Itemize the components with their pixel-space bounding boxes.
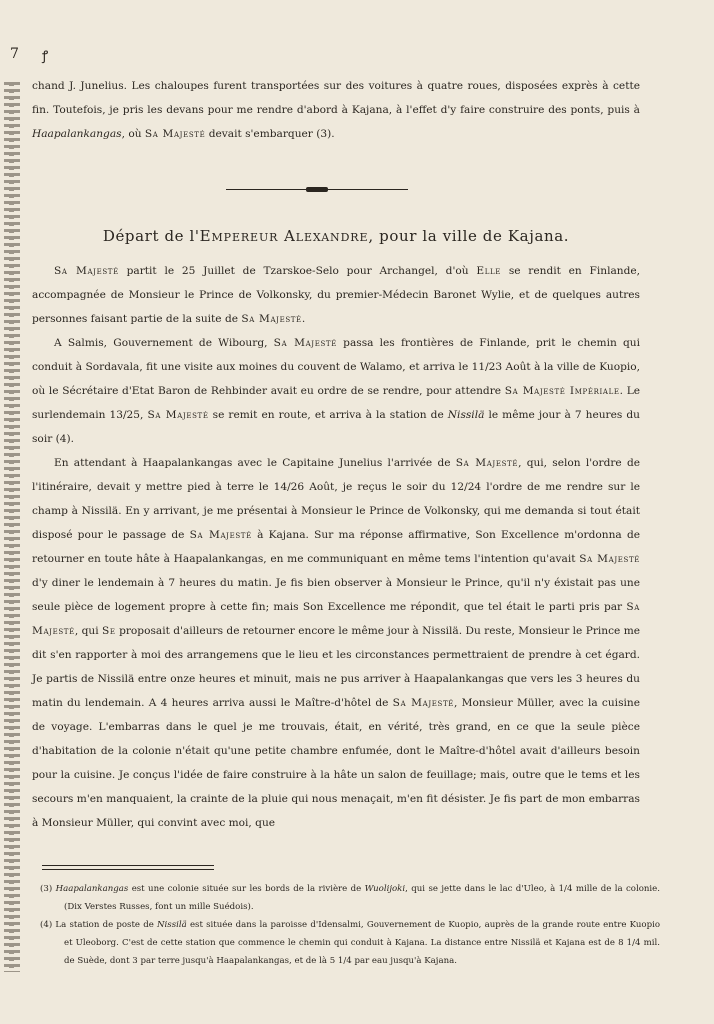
- sa-majeste: Sa Majesté: [147, 409, 209, 421]
- sa-majeste: Sa Majesté: [189, 529, 252, 541]
- top-paragraph: [32, 74, 640, 146]
- section-divider: [226, 187, 408, 193]
- header-ornament: ꝭ: [42, 49, 49, 64]
- sa-majeste-imperiale: Sa Majesté Impériale: [504, 385, 620, 397]
- fn4-b: est située dans la paroisse d'Idensalmi, Gouvernement de Kuopio, auprès de la grande route entre Kuopio et Uleoborg. C'est de cette station que commence le chemin qui conduit à Kajana. La distance entre Nissilä et Kajana est de 8 1/4 mil. de Suède, dont 3 par terre jusqu'à Haapalankangas, et de là 5 1/4 par eau jusqu'à Kajana.: [64, 920, 661, 966]
- p2-b: passa les frontières de Finlande, prit le chemin qui conduit à Sordavala, fit une visite aux moines du couvent de Walamo, et arriva le 11/23 Août à la ville de Kuopio, où le Sécrétaire d'Etat Baron de Rehbinder avait eu ordre de se rendre, pour attendre: [32, 337, 641, 397]
- paragraph-2: [32, 331, 640, 451]
- top-text-c: devait s'embarquer (3).: [208, 128, 335, 140]
- footnotes: [40, 880, 660, 970]
- heading-prefix: Départ de l': [102, 227, 200, 245]
- p3-a: En attendant à Haapalankangas avec le Capitaine Junelius l'arrivée de: [54, 457, 451, 469]
- body-text: [32, 259, 640, 835]
- p3-d: d'y diner le lendemain à 7 heures du matin. Je fis bien observer à Monsieur le Prince, qu'il n'y éxistait pas une seule pièce de logement propre à cette fin; mais Son Excellence me répondit, que tel était le parti pris par: [32, 577, 640, 613]
- paragraph-1: [32, 259, 640, 331]
- footnote-4: [40, 916, 660, 970]
- river-name: Wuolijoki: [364, 884, 406, 894]
- p3-f: proposait d'ailleurs de retourner encore le même jour à Nissilä. Du reste, Monsieur le Prince me dit s'en rapporter à moi des arrangemens que le lieu et les circonstances permettraient de prendre à cet égard. Je partis de Nissilä entre onze heures et minuit, mais ne pus arriver à Haapalankangas que vers les 3 heures du matin du lendemain. A 4 heures arriva aussi le Maître-d'hôtel de: [32, 625, 641, 709]
- p2-a: A Salmis, Gouvernement de Wibourg,: [54, 337, 268, 349]
- footnote-rule: [42, 865, 214, 870]
- top-text-b: , où: [121, 128, 142, 140]
- fn3-b: , qui se jette dans le lac d'Uleo, à 1/4 mille de la colonie. (Dix Verstes Russes, font un mille Suédois).: [64, 884, 660, 912]
- place-name: Nissilä: [157, 920, 187, 930]
- paragraph-3: [32, 451, 640, 835]
- p3-b: , qui, selon l'ordre de l'itinéraire, devait y mettre pied à terre le 14/26 Août, je reçus le soir du 12/24 l'ordre de me rendre sur le champ à Nissilä. En y arrivant, je me présentai à Monsieur le Prince de Volkonsky, qui me demanda si tout était disposé pour le passage de: [32, 457, 640, 541]
- sa-majeste: Sa Majesté: [579, 553, 641, 565]
- p3-g: , Monsieur Müller, avec la cuisine de voyage. L'embarras dans le quel je me trouvais, était, en vérité, très grand, en ce que la seule pièce d'habitation de la colonie n'était qu'une petite chambre enfumée, dont le Maître-d'hôtel avait d'ailleurs besoin pour la cuisine. Je conçus l'idée de faire construire à la hâte un salon de feuillage; mais, outre que le tems et les secours m'en manquaient, la crainte de la pluie qui nous menaçait, m'en fit désister. Je fis part de mon embarras à Monsieur Müller, qui convint avec moi, que: [32, 697, 640, 829]
- p3-c: à Kajana. Sur ma réponse affirmative, Son Excellence m'ordonna de retourner en toute hâte à Haapalankangas, en me communiquant en même tems l'intention qu'avait: [32, 529, 640, 565]
- sa-majeste: Sa Majesté: [54, 265, 119, 277]
- elle: Elle: [476, 265, 502, 277]
- sa-majeste: Sa Majesté: [144, 128, 206, 140]
- p2-e: le même jour à 7 heures du soir (4).: [32, 409, 640, 445]
- sa-majeste: Sa Majesté: [392, 697, 455, 709]
- p1-end: .: [301, 313, 306, 325]
- footnote-3: [40, 880, 660, 916]
- place-name: Haapalankangas: [55, 884, 129, 894]
- top-text: chand J. Junelius. Les chaloupes furent transportées sur des voitures à quatre roues, disposées exprès à cette fin. Toutefois, je pris les devans pour me rendre d'abord à Kajana, à l'effet d'y faire construire des ponts, puis à: [32, 80, 640, 116]
- left-border-ornament: [4, 82, 20, 972]
- sa-majeste: Sa Majesté: [241, 313, 302, 325]
- place-name: Haapalankangas: [32, 128, 122, 140]
- p1-a: partit le 25 Juillet de Tzarskoe-Selo pour Archangel, d'où: [126, 265, 469, 277]
- p1-b: se rendit en Finlande, accompagnée de Monsieur le Prince de Volkonsky, du premier-Médecin Baronet Wylie, et de quelques autres personnes faisant partie de la suite de: [32, 265, 641, 325]
- p2-d: se remit en route, et arriva à la station de: [212, 409, 444, 421]
- heading-emperor: Empereur Alexandre: [199, 227, 369, 245]
- heading-suffix: , pour la ville de Kajana.: [368, 227, 570, 245]
- page-number: 7: [10, 46, 19, 62]
- place-name: Nissilä: [447, 409, 485, 421]
- footnote-number: (4): [40, 920, 53, 930]
- fn3-a: est une colonie située sur les bords de la rivière de: [131, 884, 362, 894]
- p3-e: , qui: [74, 625, 99, 637]
- section-heading: [32, 227, 640, 245]
- se: Se: [102, 625, 116, 637]
- sa-majeste: Sa Majesté: [455, 457, 519, 469]
- sa-majeste: Sa Majesté: [273, 337, 337, 349]
- p2-c: . Le surlendemain 13/25,: [32, 385, 641, 421]
- sa-majeste: Sa Majesté: [32, 601, 640, 637]
- footnote-number: (3): [40, 884, 53, 894]
- fn4-a: La station de poste de: [55, 920, 154, 930]
